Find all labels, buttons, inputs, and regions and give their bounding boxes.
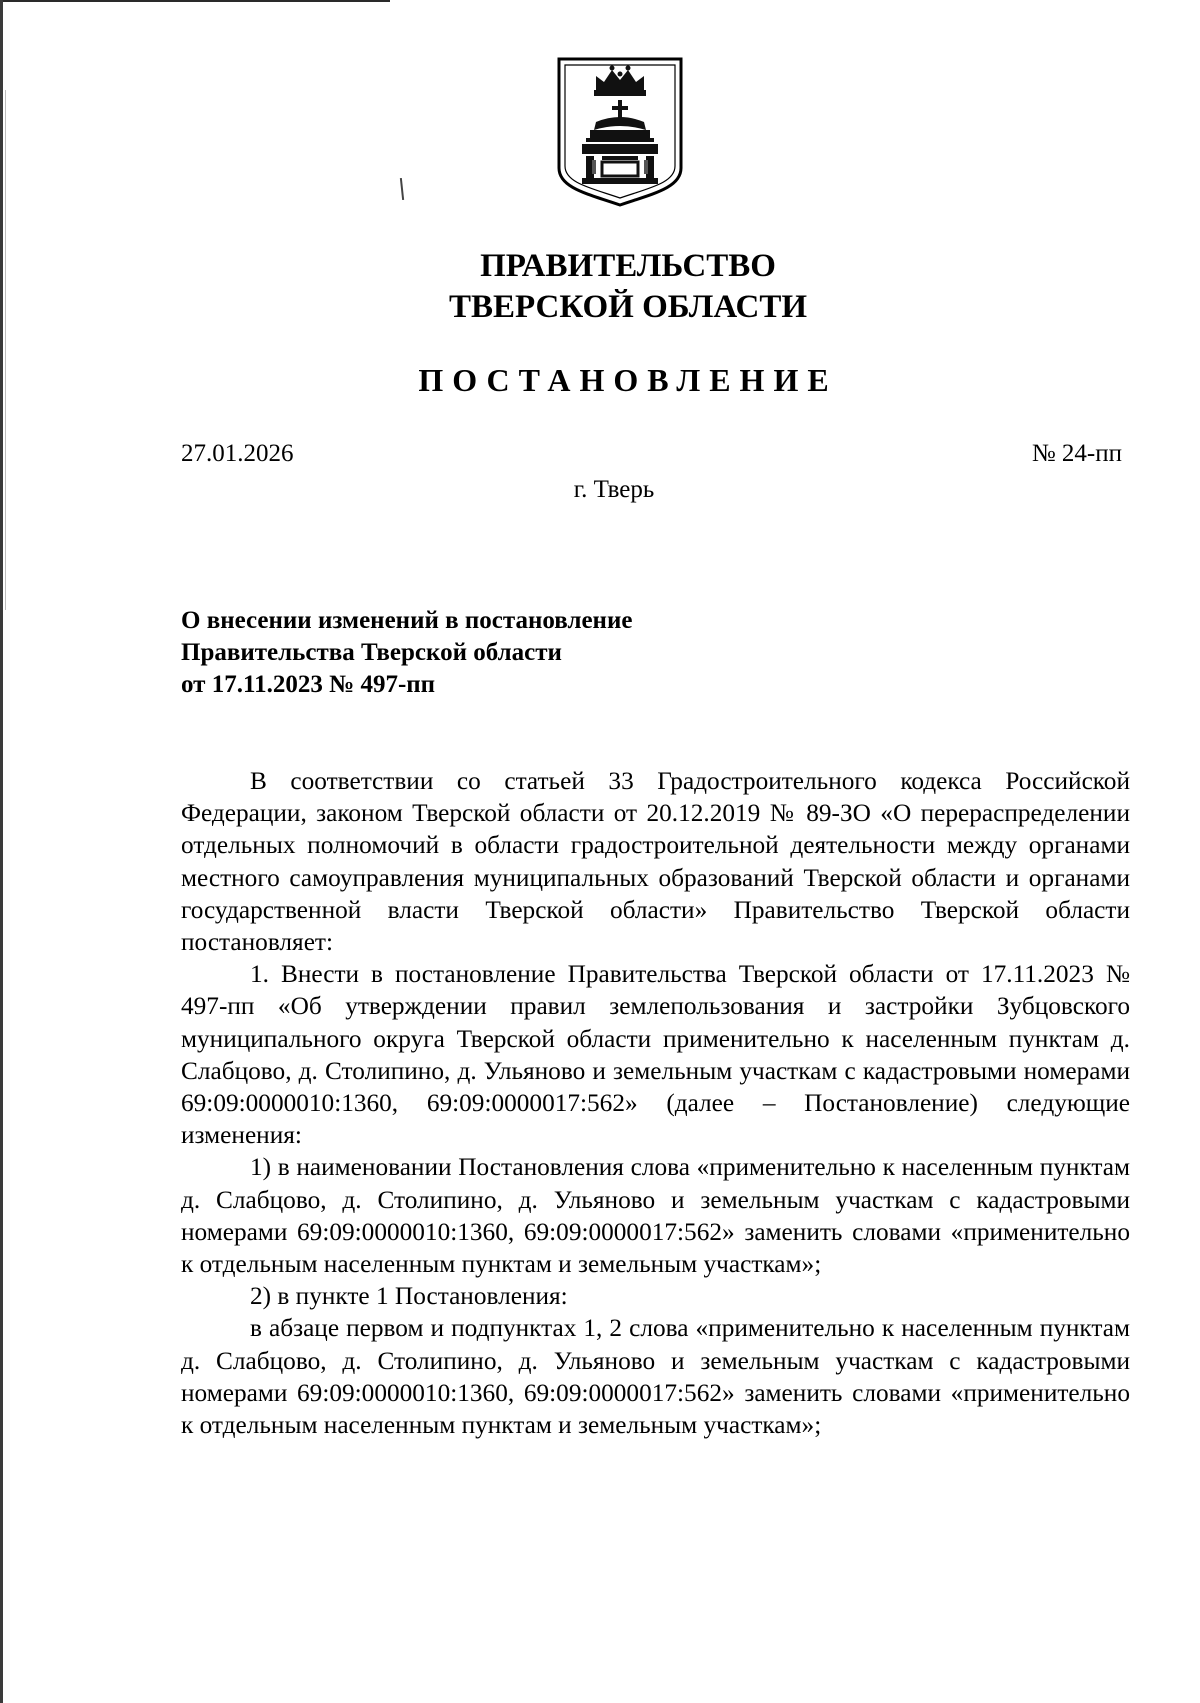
document-type-title: ПОСТАНОВЛЕНИЕ	[418, 362, 838, 398]
subject-line-2: Правительства Тверской области	[181, 639, 562, 666]
tver-coat-of-arms-icon	[556, 56, 684, 208]
org-name-line1: ПРАВИТЕЛЬСТВО	[480, 248, 776, 284]
document-city: г. Тверь	[573, 476, 655, 503]
subitem-2-paragraph: в абзаце первом и подпунктах 1, 2 слова «применительно к населенным пунктам д. Слабцово, д. Столипино, д. Ульяново и земельным участкам с кадастровыми номерами 69:09:0000010:1360, 69:09:0000017:562» заменить словами «применительно к отдельным населенным пунктам и земельным участкам»;	[181, 1314, 1130, 1440]
item-1-paragraph: 1. Внести в постановление Правительства Тверской области от 17.11.2023 № 497-пп «Об утверждении правил землепользования и застройки Зубцовского муниципального округа Тверской области применительно к населенным пунктам д. Слабцово, д. Столипино, д. Ульяново и земельным участкам с кадастровыми номерами 69:09:0000010:1360, 69:09:0000017:562» (далее – Постановление) следующие изменения:	[181, 960, 1130, 1150]
preamble-paragraph: В соответствии со статьей 33 Градостроительного кодекса Российской Федерации, законом Тверской области от 20.12.2019 № 89-ЗО «О перераспределении отдельных полномочий в области градостроительной деятельности между органами местного самоуправления муниципальных образований Тверской области и органами государственной власти Тверской области» Правительство Тверской области постановляет:	[181, 767, 1130, 957]
scan-edge-shadow	[5, 90, 6, 610]
scan-artifact	[400, 178, 404, 200]
org-name-line2: ТВЕРСКОЙ ОБЛАСТИ	[448, 289, 808, 325]
document-number: № 24-пп	[1031, 440, 1122, 467]
document-date: 27.01.2026	[181, 440, 294, 467]
subitem-1-paragraph: 1) в наименовании Постановления слова «применительно к населенным пунктам д. Слабцово, д. Столипино, д. Ульяново и земельным участкам с кадастровыми номерами 69:09:0000010:1360, 69:09:0000017:562» заменить словами «применительно к отдельным населенным пунктам и земельным участкам»;	[181, 1153, 1130, 1279]
subitem-2-heading: 2) в пункте 1 Постановления:	[250, 1282, 568, 1311]
subject-line-3: от 17.11.2023 № 497-пп	[181, 671, 436, 698]
document-subject	[181, 605, 632, 701]
scan-edge-top	[0, 0, 390, 2]
document-body	[181, 765, 1130, 1441]
subject-line-1: О внесении изменений в постановление	[181, 607, 633, 634]
